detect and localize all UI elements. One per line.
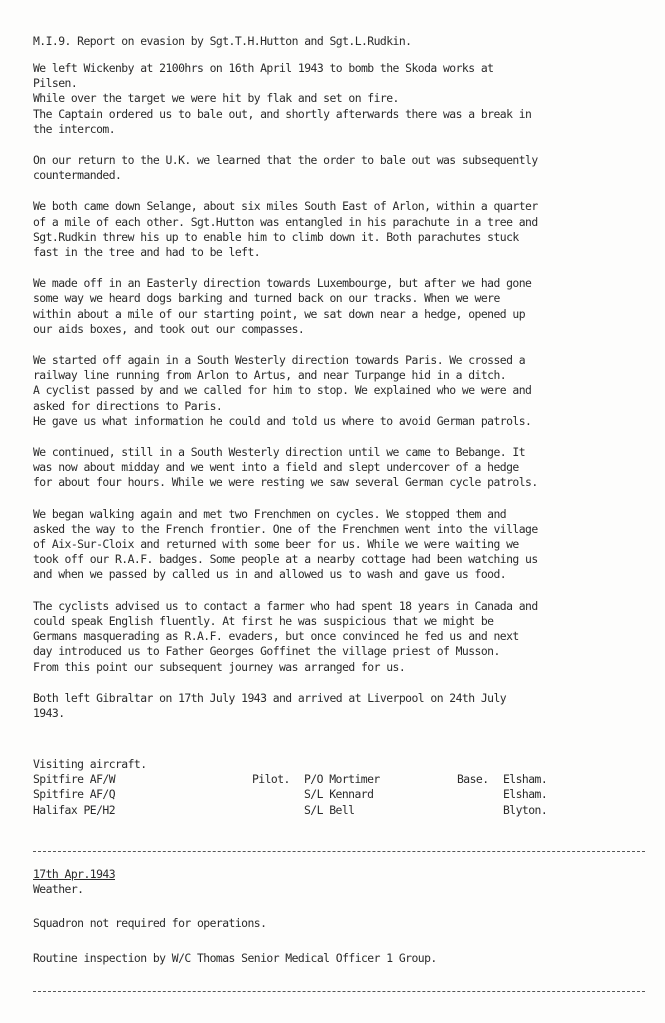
entry-text-line: Squadron not required for operations.: [33, 916, 267, 931]
text-line: asked the way to the French frontier. One of the Frenchmen went into the village: [33, 521, 538, 536]
text-line: could speak English fluently. At first he was suspicious that we might be: [33, 613, 494, 628]
text-line: Sgt.Rudkin threw his up to enable him to climb down it. Both parachutes stuck: [33, 229, 519, 244]
base-name: Elsham.: [503, 772, 548, 787]
text-line: of Aix-Sur-Cloix and returned with some beer for us. While we were waiting we: [33, 537, 519, 552]
text-line: A cyclist passed by and we called for him to stop. We explained who we were and: [33, 383, 532, 398]
text-line: asked for directions to Paris.: [33, 398, 223, 413]
text-line: From this point our subsequent journey was arranged for us.: [33, 659, 406, 674]
paragraph: [33, 507, 648, 583]
pilot-label: Pilot.: [252, 772, 290, 787]
entry-date: 17th Apr.1943: [33, 867, 116, 881]
entry-weather: Weather.: [33, 882, 84, 897]
text-line: was now about midday and we went into a field and slept undercover of a hedge: [33, 460, 519, 475]
text-line: within about a mile of our starting point, we sat down near a hedge, opened up: [33, 306, 526, 321]
text-line: railway line running from Arlon to Artus, and near Turpange hid in a ditch.: [33, 368, 507, 383]
text-line: The cyclists advised us to contact a farmer who had spent 18 years in Canada and: [33, 598, 538, 613]
paragraph: [33, 445, 648, 491]
base-name: Blyton.: [503, 802, 548, 817]
pilot-name: P/O Mortimer: [304, 772, 380, 787]
aircraft-row: [33, 787, 648, 802]
text-line: Both left Gibraltar on 17th July 1943 and arrived at Liverpool on 24th July: [33, 690, 507, 705]
paragraph: [33, 153, 648, 183]
base-label: Base.: [457, 772, 489, 787]
text-line: We continued, still in a South Westerly direction until we came to Bebange. It: [33, 445, 526, 460]
text-line: for about four hours. While we were resting we saw several German cycle patrols.: [33, 475, 538, 490]
paragraph: [33, 61, 648, 137]
pilot-name: S/L Bell: [304, 802, 355, 817]
text-line: and when we passed by called us in and allowed us to wash and gave us food.: [33, 567, 507, 582]
visiting-aircraft-heading: Visiting aircraft.: [33, 757, 147, 771]
pilot-name: S/L Kennard: [304, 787, 374, 802]
aircraft-designation: Spitfire AF/W: [33, 772, 116, 787]
text-line: We left Wickenby at 2100hrs on 16th April 1943 to bomb the Skoda works at: [33, 61, 494, 75]
paragraph: [33, 199, 648, 260]
text-line: fast in the tree and had to be left.: [33, 245, 261, 260]
text-line: We started off again in a South Westerly direction towards Paris. We crossed a: [33, 353, 526, 368]
text-line: our aids boxes, and took out our compasses.: [33, 321, 305, 336]
base-name: Elsham.: [503, 787, 548, 802]
dashed-divider: [33, 991, 645, 992]
text-line: The Captain ordered us to bale out, and shortly afterwards there was a break in: [33, 106, 532, 121]
paragraph: [33, 276, 648, 337]
visiting-aircraft-section: [33, 757, 648, 818]
text-line: Pilsen.: [33, 76, 78, 91]
text-line: countermanded.: [33, 168, 122, 183]
text-line: 1943.: [33, 705, 65, 720]
text-line: day introduced us to Father Georges Goffinet the village priest of Musson.: [33, 644, 500, 659]
report-title: M.I.9. Report on evasion by Sgt.T.H.Hutton and Sgt.L.Rudkin.: [33, 34, 412, 48]
report-body: [33, 61, 648, 737]
paragraph: [33, 599, 648, 675]
text-line: Germans masquerading as R.A.F. evaders, but once convinced he fed us and next: [33, 629, 519, 644]
aircraft-row: [33, 803, 648, 818]
aircraft-row: [33, 772, 648, 787]
daily-entry: [33, 867, 645, 966]
text-line: some way we heard dogs barking and turned back on our tracks. When we were: [33, 291, 500, 306]
paragraph: [33, 691, 648, 721]
entry-text-line: Routine inspection by W/C Thomas Senior Medical Officer 1 Group.: [33, 950, 437, 965]
text-line: We both came down Selange, about six miles South East of Arlon, within a quarter: [33, 199, 538, 214]
text-line: the intercom.: [33, 121, 116, 136]
text-line: We made off in an Easterly direction towards Luxembourge, but after we had gone: [33, 276, 532, 291]
spacer: [33, 932, 645, 951]
dashed-divider: [33, 851, 645, 852]
paragraph: [33, 353, 648, 429]
text-line: He gave us what information he could and told us where to avoid German patrols.: [33, 413, 532, 428]
aircraft-designation: Spitfire AF/Q: [33, 787, 116, 802]
text-line: On our return to the U.K. we learned that the order to bale out was subsequently: [33, 153, 538, 168]
spacer: [33, 897, 645, 916]
text-line: of a mile of each other. Sgt.Hutton was entangled in his parachute in a tree and: [33, 214, 538, 229]
text-line: took off our R.A.F. badges. Some people at a nearby cottage had been watching us: [33, 552, 538, 567]
text-line: While over the target we were hit by flak and set on fire.: [33, 91, 399, 106]
aircraft-designation: Halifax PE/H2: [33, 802, 116, 817]
text-line: We began walking again and met two Frenchmen on cycles. We stopped them and: [33, 506, 507, 521]
